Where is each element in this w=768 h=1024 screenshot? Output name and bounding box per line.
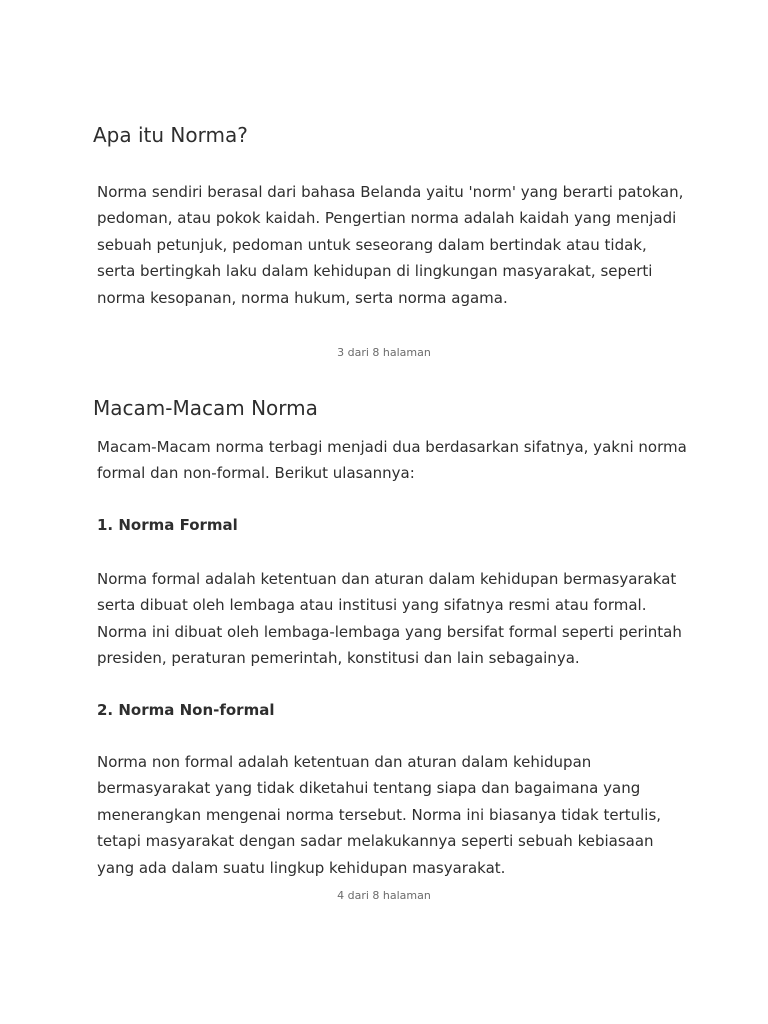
paragraph-norma-non-formal: Norma non formal adalah ketentuan dan aturan dalam kehidupan bermasyarakat yang tidak diketahui tentang siapa dan bagaimana yang menerangkan mengenai norma tersebut. Norma ini biasanya tidak tertulis, tetapi masyarakat dengan sadar melakukannya seperti sebuah kebiasaan yang ada dalam suatu lingkup kehidupan masyarakat.	[97, 753, 662, 877]
subheading-norma-non-formal: 2. Norma Non-formal	[97, 701, 275, 719]
paragraph-definisi-norma: Norma sendiri berasal dari bahasa Belanda yaitu 'norm' yang berarti patokan, pedoman, atau pokok kaidah. Pengertian norma adalah kaidah yang menjadi sebuah petunjuk, pedoman untuk seseorang dalam bertindak atau tidak, serta bertingkah laku dalam kehidupan di lingkungan masyarakat, seperti norma kesopanan, norma hukum, serta norma agama.	[97, 183, 684, 307]
paragraph-norma-formal: Norma formal adalah ketentuan dan aturan dalam kehidupan bermasyarakat serta dibuat oleh lembaga atau institusi yang sifatnya resmi atau formal. Norma ini dibuat oleh lembaga-lembaga yang bersifat formal seperti perintah presiden, peraturan pemerintah, konstitusi dan lain sebagainya.	[97, 570, 682, 668]
page-counter-3: 3 dari 8 halaman	[337, 346, 431, 359]
paragraph-intro-macam-norma: Macam-Macam norma terbagi menjadi dua berdasarkan sifatnya, yakni norma formal dan non-formal. Berikut ulasannya:	[97, 438, 687, 483]
page-counter-4: 4 dari 8 halaman	[337, 889, 431, 902]
section-heading-macam-macam-norma: Macam-Macam Norma	[93, 396, 318, 420]
subheading-norma-formal: 1. Norma Formal	[97, 516, 238, 534]
section-heading-apa-itu-norma: Apa itu Norma?	[93, 123, 248, 147]
